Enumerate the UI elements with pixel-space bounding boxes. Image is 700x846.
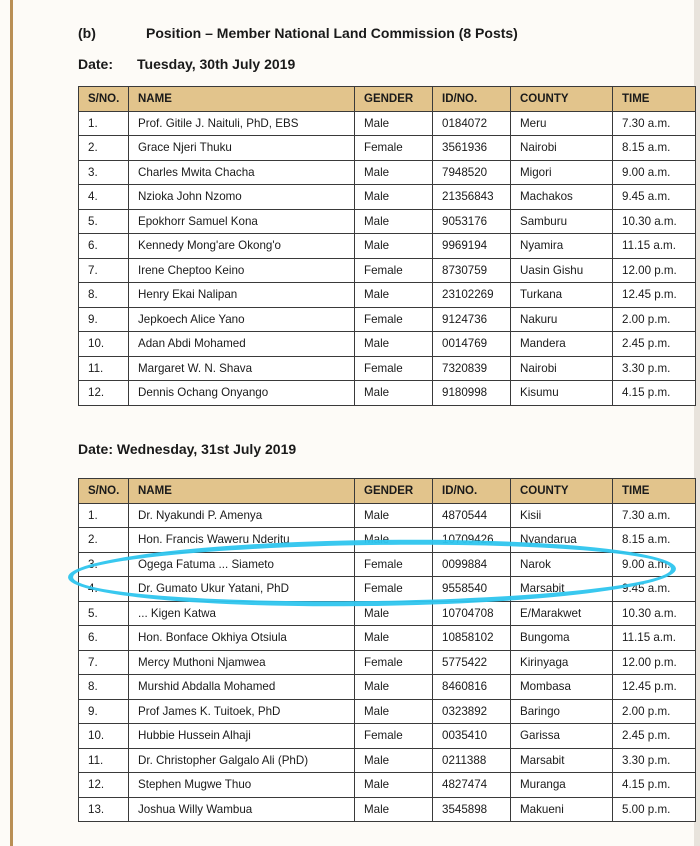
table-cell: 3.	[79, 160, 129, 185]
table-cell: 9053176	[433, 209, 511, 234]
day1-date-label: Date:	[78, 56, 114, 72]
table-cell: 4.15 p.m.	[613, 381, 696, 406]
column-header: COUNTY	[511, 479, 613, 504]
table-cell: Charles Mwita Chacha	[129, 160, 355, 185]
table-cell: 7948520	[433, 160, 511, 185]
table-cell: Male	[355, 209, 433, 234]
table-cell: 10.	[79, 724, 129, 749]
table-cell: 3545898	[433, 797, 511, 822]
table-cell: 10704708	[433, 601, 511, 626]
table-cell: E/Marakwet	[511, 601, 613, 626]
table-cell: Female	[355, 577, 433, 602]
table-cell: ... Kigen Katwa	[129, 601, 355, 626]
table-cell: 0035410	[433, 724, 511, 749]
table-cell: Female	[355, 724, 433, 749]
table-cell: 0099884	[433, 552, 511, 577]
table-cell: 3.30 p.m.	[613, 748, 696, 773]
table-row	[79, 283, 696, 308]
table-cell: Mercy Muthoni Njamwea	[129, 650, 355, 675]
position-title: Position – Member National Land Commission (8 Posts)	[146, 25, 518, 41]
table-cell: Uasin Gishu	[511, 258, 613, 283]
table-cell: 5.00 p.m.	[613, 797, 696, 822]
table-cell: Male	[355, 160, 433, 185]
table-cell: Nzioka John Nzomo	[129, 185, 355, 210]
table-cell: Female	[355, 136, 433, 161]
table-cell: 2.45 p.m.	[613, 724, 696, 749]
table-cell: Makueni	[511, 797, 613, 822]
table-cell: Male	[355, 283, 433, 308]
table-cell: Hubbie Hussein Alhaji	[129, 724, 355, 749]
table-cell: 4.	[79, 577, 129, 602]
table-cell: Jepkoech Alice Yano	[129, 307, 355, 332]
table-row	[79, 136, 696, 161]
table-cell: 8.15 a.m.	[613, 136, 696, 161]
table-cell: Nairobi	[511, 356, 613, 381]
table-cell: 12.45 p.m.	[613, 283, 696, 308]
day1-date-value: Tuesday, 30th July 2019	[137, 56, 296, 72]
table-cell: Dr. Christopher Galgalo Ali (PhD)	[129, 748, 355, 773]
table-cell: 6.	[79, 626, 129, 651]
table-cell: 4.15 p.m.	[613, 773, 696, 798]
table-cell: 8.15 a.m.	[613, 528, 696, 553]
day1-schedule-table	[78, 86, 696, 406]
table-cell: 13.	[79, 797, 129, 822]
table-cell: 7.	[79, 258, 129, 283]
table-cell: Baringo	[511, 699, 613, 724]
table-cell: 12.00 p.m.	[613, 650, 696, 675]
table-cell: Nyandarua	[511, 528, 613, 553]
table-cell: 9969194	[433, 234, 511, 259]
day1-table-body	[79, 111, 696, 405]
table-cell: Irene Cheptoo Keino	[129, 258, 355, 283]
table-cell: Prof. Gitile J. Naituli, PhD, EBS	[129, 111, 355, 136]
table-row	[79, 307, 696, 332]
table-cell: Prof James K. Tuitoek, PhD	[129, 699, 355, 724]
table-cell: 7.	[79, 650, 129, 675]
table-cell: Garissa	[511, 724, 613, 749]
table-cell: Female	[355, 258, 433, 283]
table-cell: Muranga	[511, 773, 613, 798]
table-cell: 5.	[79, 601, 129, 626]
table-row	[79, 699, 696, 724]
table-cell: 21356843	[433, 185, 511, 210]
column-header: NAME	[129, 479, 355, 504]
table-cell: 4827474	[433, 773, 511, 798]
table-row	[79, 797, 696, 822]
table-cell: 10858102	[433, 626, 511, 651]
column-header: TIME	[613, 479, 696, 504]
table-cell: 12.45 p.m.	[613, 675, 696, 700]
table-cell: 8460816	[433, 675, 511, 700]
table-cell: 10709426	[433, 528, 511, 553]
table-cell: 9.00 a.m.	[613, 552, 696, 577]
table-cell: Female	[355, 552, 433, 577]
table-cell: 9.45 a.m.	[613, 577, 696, 602]
table-cell: Stephen Mugwe Thuo	[129, 773, 355, 798]
table-cell: Kisumu	[511, 381, 613, 406]
table-cell: Meru	[511, 111, 613, 136]
table-cell: 9.00 a.m.	[613, 160, 696, 185]
table-cell: 6.	[79, 234, 129, 259]
table-cell: Bungoma	[511, 626, 613, 651]
table-cell: 3561936	[433, 136, 511, 161]
column-header: GENDER	[355, 87, 433, 112]
table-cell: Male	[355, 626, 433, 651]
table-cell: 9180998	[433, 381, 511, 406]
table-cell: 8730759	[433, 258, 511, 283]
table-row	[79, 356, 696, 381]
table-cell: 1.	[79, 503, 129, 528]
table-cell: Dr. Nyakundi P. Amenya	[129, 503, 355, 528]
table-cell: 4870544	[433, 503, 511, 528]
table-cell: Epokhorr Samuel Kona	[129, 209, 355, 234]
table-cell: Narok	[511, 552, 613, 577]
table-row	[79, 650, 696, 675]
column-header: COUNTY	[511, 87, 613, 112]
table-row	[79, 258, 696, 283]
table-cell: 8.	[79, 283, 129, 308]
column-header: S/NO.	[79, 479, 129, 504]
table-cell: 8.	[79, 675, 129, 700]
table-cell: Nakuru	[511, 307, 613, 332]
table-cell: 5.	[79, 209, 129, 234]
table-cell: 3.30 p.m.	[613, 356, 696, 381]
table-header-row	[79, 479, 696, 504]
table-cell: 9124736	[433, 307, 511, 332]
table-cell: 1.	[79, 111, 129, 136]
table-cell: Joshua Willy Wambua	[129, 797, 355, 822]
table-cell: Mombasa	[511, 675, 613, 700]
table-row	[79, 234, 696, 259]
table-row	[79, 503, 696, 528]
day2-date-label: Date: Wednesday, 31st July 2019	[78, 441, 297, 457]
table-cell: 11.15 a.m.	[613, 234, 696, 259]
table-cell: Hon. Bonface Okhiya Otsiula	[129, 626, 355, 651]
table-row	[79, 773, 696, 798]
table-cell: Male	[355, 797, 433, 822]
column-header: ID/NO.	[433, 479, 511, 504]
table-cell: Machakos	[511, 185, 613, 210]
table-cell: 12.00 p.m.	[613, 258, 696, 283]
table-cell: Marsabit	[511, 748, 613, 773]
table-cell: Male	[355, 234, 433, 259]
table-cell: Mandera	[511, 332, 613, 357]
table-row	[79, 111, 696, 136]
table-cell: Nairobi	[511, 136, 613, 161]
table-cell: 9.	[79, 699, 129, 724]
table-cell: 9.	[79, 307, 129, 332]
table-cell: 2.00 p.m.	[613, 307, 696, 332]
table-cell: 7320839	[433, 356, 511, 381]
table-cell: 2.00 p.m.	[613, 699, 696, 724]
table-cell: Hon. Francis Waweru Nderitu	[129, 528, 355, 553]
table-cell: 12.	[79, 381, 129, 406]
table-cell: Male	[355, 111, 433, 136]
table-cell: Male	[355, 601, 433, 626]
day2-schedule-table	[78, 478, 696, 822]
table-row	[79, 209, 696, 234]
table-row	[79, 724, 696, 749]
table-cell: Kirinyaga	[511, 650, 613, 675]
table-row	[79, 675, 696, 700]
table-row	[79, 626, 696, 651]
table-cell: 0014769	[433, 332, 511, 357]
table-row	[79, 185, 696, 210]
table-cell: Female	[355, 650, 433, 675]
table-cell: 10.30 a.m.	[613, 601, 696, 626]
table-cell: Male	[355, 773, 433, 798]
table-cell: 23102269	[433, 283, 511, 308]
table-cell: Ogega Fatuma ... Siameto	[129, 552, 355, 577]
table-cell: Dennis Ochang Onyango	[129, 381, 355, 406]
table-cell: Henry Ekai Nalipan	[129, 283, 355, 308]
table-cell: Adan Abdi Mohamed	[129, 332, 355, 357]
table-cell: 2.	[79, 528, 129, 553]
table-cell: Kennedy Mong'are Okong'o	[129, 234, 355, 259]
table-cell: Male	[355, 503, 433, 528]
table-cell: 0184072	[433, 111, 511, 136]
table-cell: 11.	[79, 356, 129, 381]
table-cell: 11.15 a.m.	[613, 626, 696, 651]
table-cell: 9.45 a.m.	[613, 185, 696, 210]
table-cell: 4.	[79, 185, 129, 210]
table-cell: 2.	[79, 136, 129, 161]
table-cell: Grace Njeri Thuku	[129, 136, 355, 161]
table-cell: Female	[355, 356, 433, 381]
table-cell: 7.30 a.m.	[613, 111, 696, 136]
section-label: (b)	[78, 25, 96, 41]
page-margin-rule	[10, 0, 13, 846]
table-cell: Kisii	[511, 503, 613, 528]
column-header: NAME	[129, 87, 355, 112]
table-cell: Male	[355, 332, 433, 357]
column-header: TIME	[613, 87, 696, 112]
table-header-row	[79, 87, 696, 112]
table-cell: Murshid Abdalla Mohamed	[129, 675, 355, 700]
table-cell: 9558540	[433, 577, 511, 602]
table-cell: Migori	[511, 160, 613, 185]
table-cell: 10.30 a.m.	[613, 209, 696, 234]
table-cell: Male	[355, 748, 433, 773]
table-cell: 0323892	[433, 699, 511, 724]
table-cell: Samburu	[511, 209, 613, 234]
table-cell: 7.30 a.m.	[613, 503, 696, 528]
table-cell: 3.	[79, 552, 129, 577]
table-cell: 10.	[79, 332, 129, 357]
table-cell: 5775422	[433, 650, 511, 675]
table-row	[79, 332, 696, 357]
table-cell: 11.	[79, 748, 129, 773]
table-cell: Marsabit	[511, 577, 613, 602]
table-cell: Male	[355, 699, 433, 724]
column-header: ID/NO.	[433, 87, 511, 112]
table-cell: Female	[355, 307, 433, 332]
table-cell: 2.45 p.m.	[613, 332, 696, 357]
table-cell: Margaret W. N. Shava	[129, 356, 355, 381]
table-cell: 0211388	[433, 748, 511, 773]
table-cell: Nyamira	[511, 234, 613, 259]
table-cell: Male	[355, 528, 433, 553]
column-header: S/NO.	[79, 87, 129, 112]
table-cell: Male	[355, 381, 433, 406]
table-cell: Male	[355, 185, 433, 210]
column-header: GENDER	[355, 479, 433, 504]
table-cell: Male	[355, 675, 433, 700]
table-row	[79, 381, 696, 406]
table-cell: Turkana	[511, 283, 613, 308]
table-cell: 12.	[79, 773, 129, 798]
table-row	[79, 160, 696, 185]
table-cell: Dr. Gumato Ukur Yatani, PhD	[129, 577, 355, 602]
table-row	[79, 748, 696, 773]
